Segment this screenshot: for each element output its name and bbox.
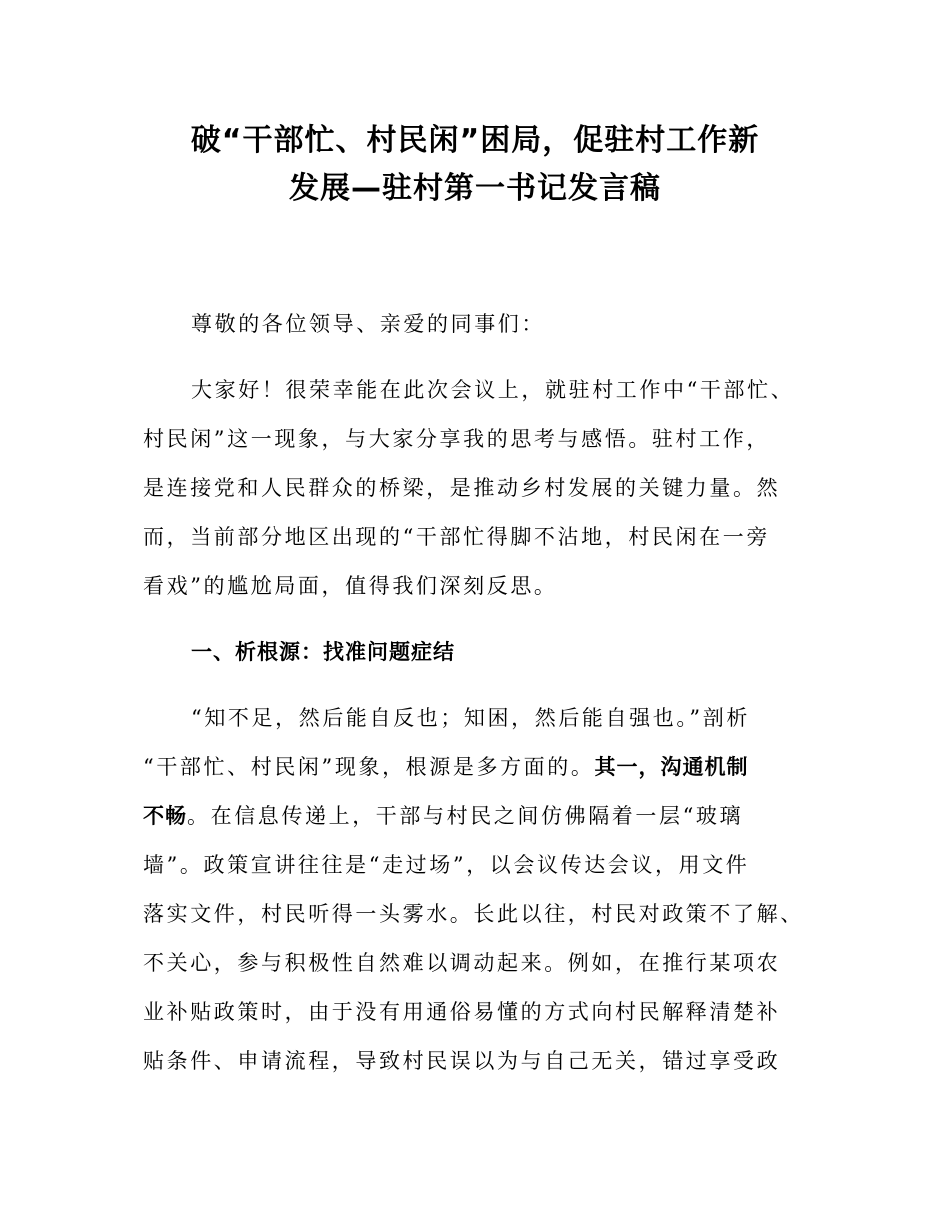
document-title-line-2: 发展—驻村第一书记发言稿: [289, 171, 661, 206]
section-1-line-4: 墙”。政策宣讲往往是“走过场”，以会议传达会议，用文件: [143, 853, 750, 877]
section-1-heading: 一、析根源：找准问题症结: [191, 640, 455, 664]
intro-line-4: 而，当前部分地区出现的“干部忙得脚不沾地，村民闲在一旁: [143, 525, 770, 549]
intro-line-1: 大家好！很荣幸能在此次会议上，就驻村工作中“干部忙、: [191, 378, 795, 402]
document-title-line-1: 破“干部忙、村民闲”困局，促驻村工作新: [190, 123, 760, 158]
section-1-line-8: 贴条件、申请流程，导致村民误以为与自己无关，错过享受政: [143, 1049, 781, 1073]
greeting-text: 尊敬的各位领导、亲爱的同事们：: [191, 312, 545, 336]
section-1-line-1: “知不足，然后能自反也；知困，然后能自强也。”剖析: [191, 706, 750, 730]
section-1-line-2: [143, 743, 833, 792]
section-1-line-7: 业补贴政策时，由于没有用通俗易懂的方式向村民解释清楚补: [143, 1000, 781, 1024]
section-1-line-6: 不关心，参与积极性自然难以调动起来。例如，在推行某项农: [143, 951, 781, 975]
section-1-line-3: [143, 792, 833, 841]
section-1-line-3-normal: 。在信息传递上，干部与村民之间仿佛隔着一层“玻璃: [187, 804, 744, 828]
section-1-line-2-bold: 其一，沟通机制: [594, 755, 749, 779]
intro-line-3: 是连接党和人民群众的桥梁，是推动乡村发展的关键力量。然: [143, 476, 781, 500]
section-1-line-3-bold: 不畅: [143, 804, 187, 828]
intro-line-5: 看戏”的尴尬局面，值得我们深刻反思。: [143, 574, 558, 598]
section-1-line-2-normal: “干部忙、村民闲”现象，根源是多方面的。: [143, 755, 595, 779]
intro-line-2: 村民闲”这一现象，与大家分享我的思考与感悟。驻村工作，: [143, 427, 770, 451]
section-1-line-5: 落实文件，村民听得一头雾水。长此以往，村民对政策不了解、: [143, 902, 804, 926]
